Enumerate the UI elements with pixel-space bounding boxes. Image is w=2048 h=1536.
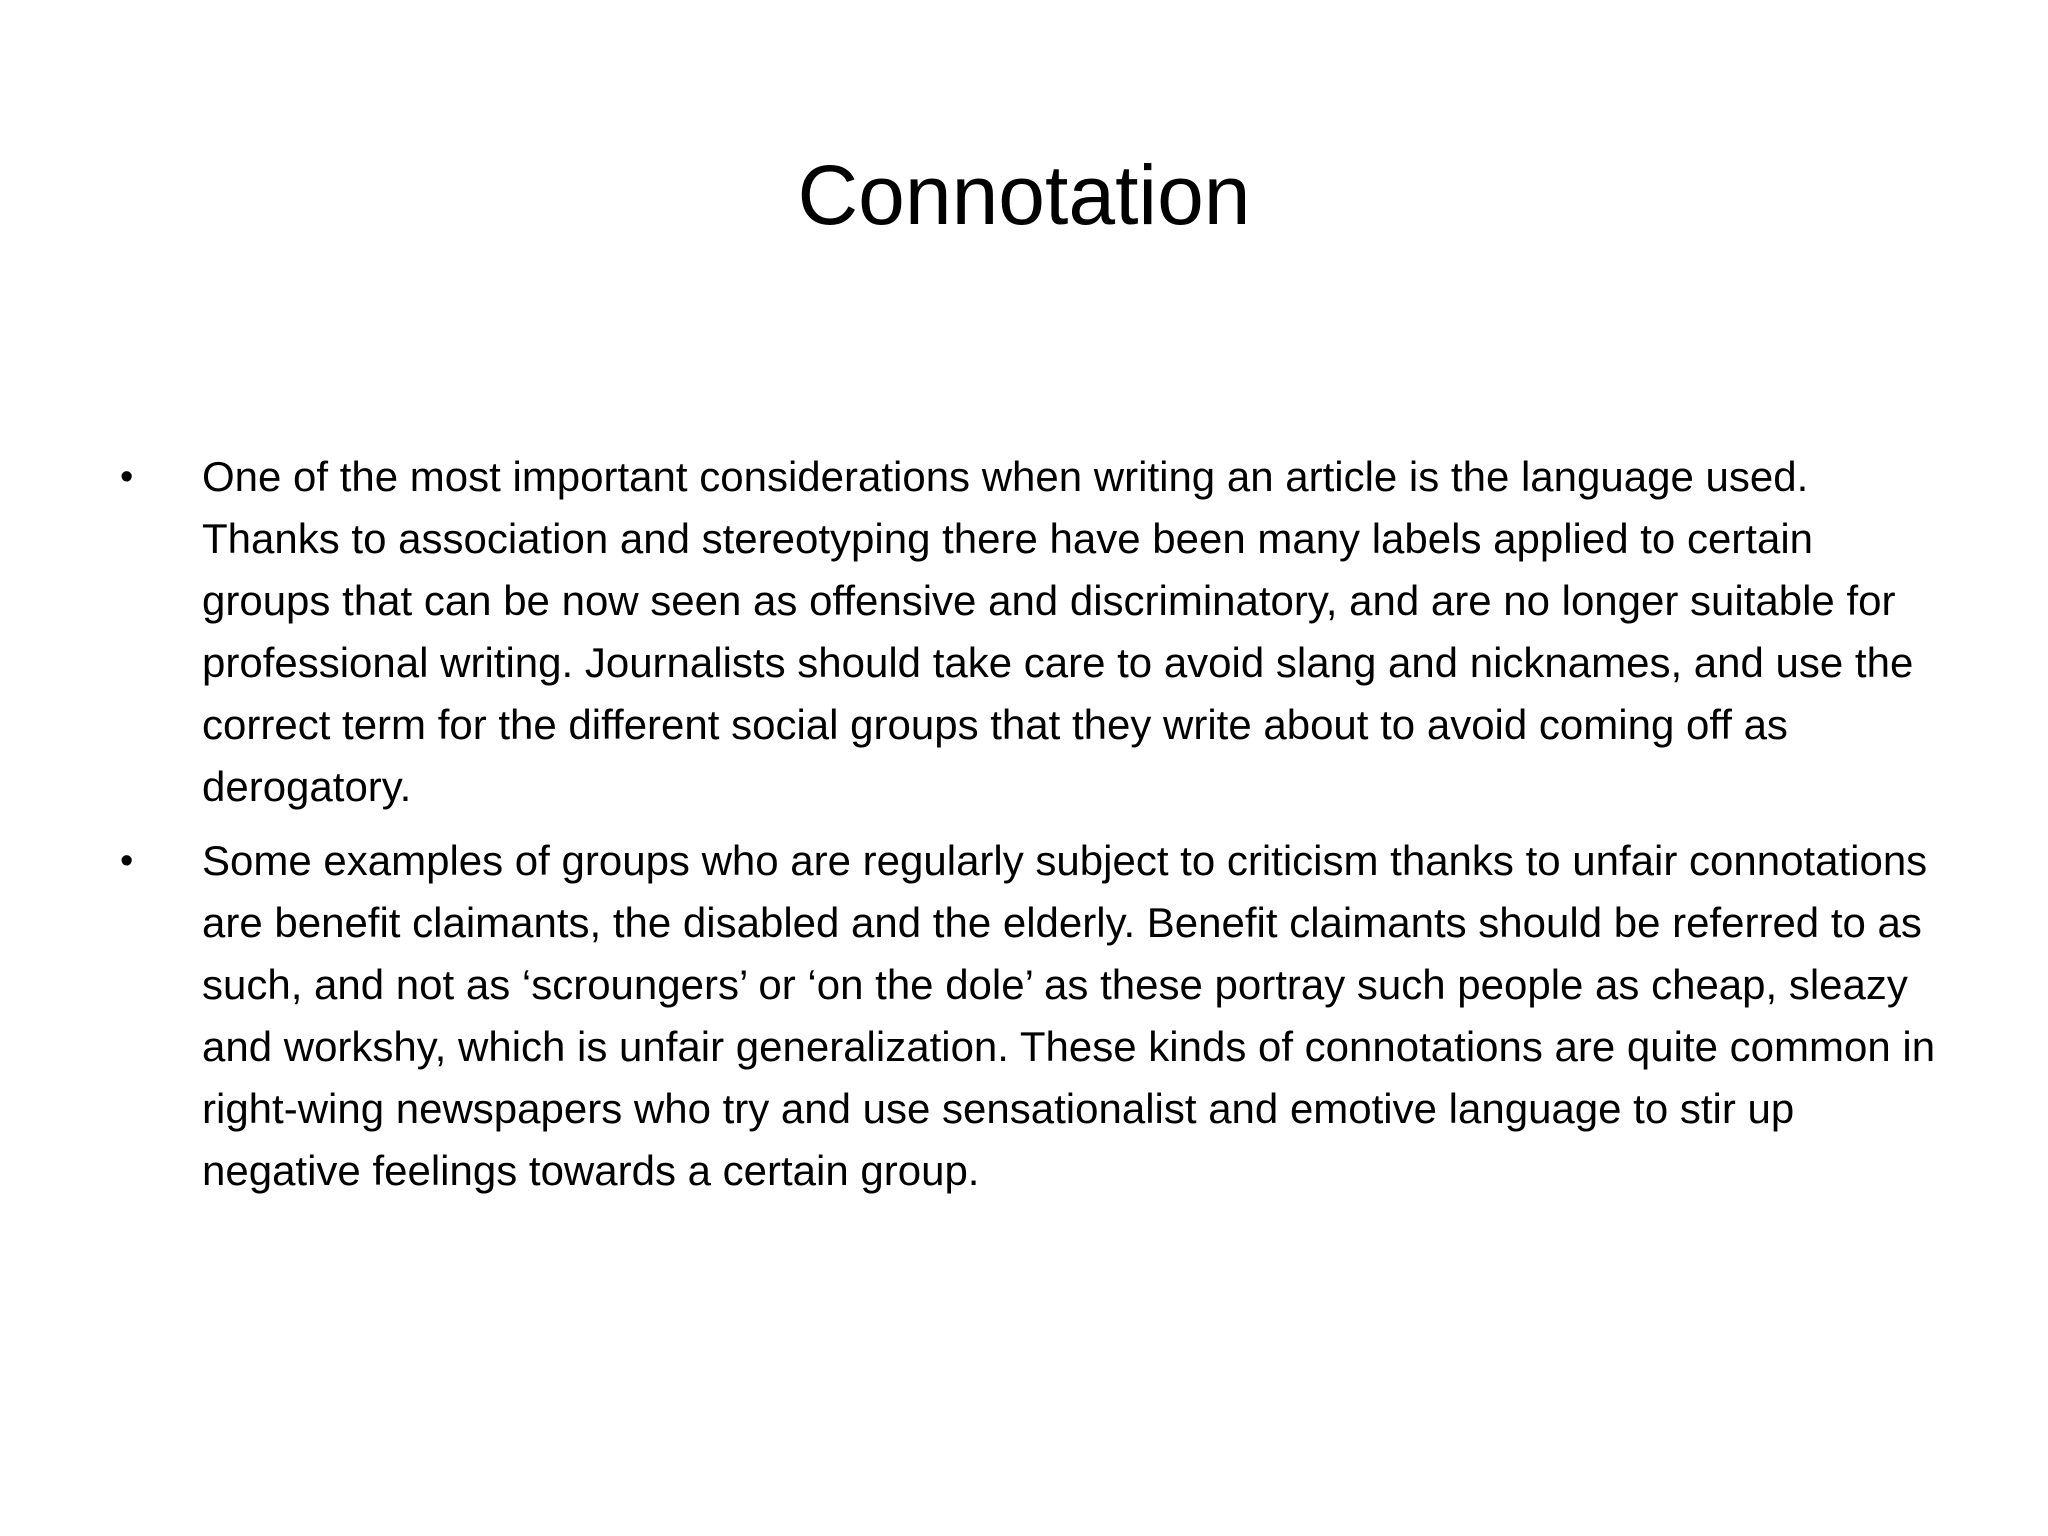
bullet-list (120, 446, 1950, 1214)
bullet-point-icon: • (120, 840, 134, 882)
bullet-point-icon: • (120, 456, 134, 498)
slide-title: Connotation (797, 148, 1251, 242)
bullet-item (120, 830, 1950, 1202)
bullet-text: One of the most important considerations when writing an article is the language used. Thanks to association and stereotyping there have been many labels applied to certain groups that can be now seen as offensive and discriminatory, and are no longer suitable for professional writing. Journalists should take care to avoid slang and nicknames, and use the correct term for the different social groups that they write about to avoid coming off as derogatory. (202, 453, 1914, 810)
bullet-item (120, 446, 1950, 818)
bullet-text: Some examples of groups who are regularly subject to criticism thanks to unfair connotations are benefit claimants, the disabled and the elderly. Benefit claimants should be referred to as such, and not as ‘scroungers’ or ‘on the dole’ as these portray such people as cheap, sleazy and workshy, which is unfair generalization. These kinds of connotations are quite common in right-wing newspapers who try and use sensationalist and emotive language to stir up negative feelings towards a certain group. (202, 837, 1936, 1194)
